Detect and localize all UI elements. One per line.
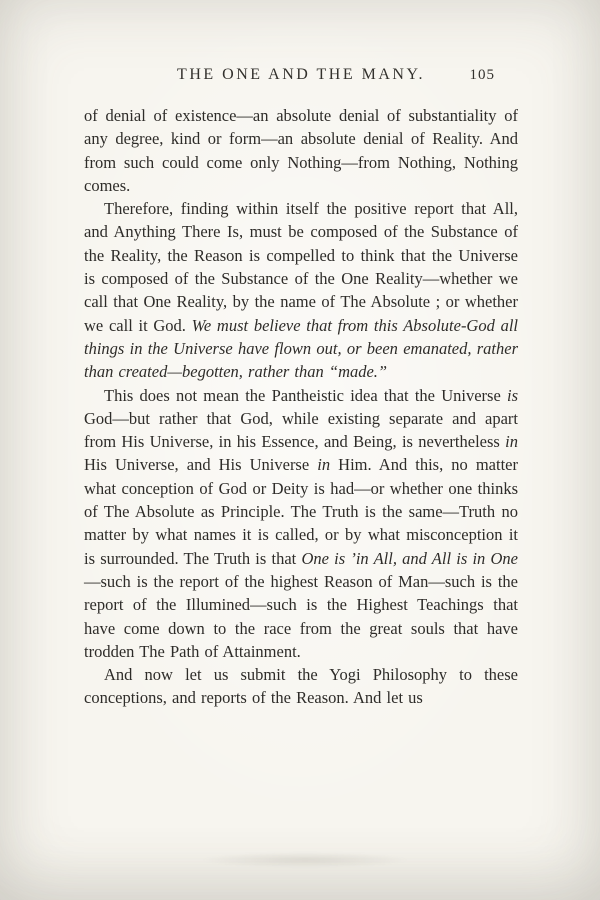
text-run: of denial of existence—an absolute denial of substantiality of any degree, kind or form—an absolute denial of Reality. And from such could come only Nothing—from Nothing, Nothing comes. xyxy=(84,106,518,195)
paragraph xyxy=(84,104,518,197)
text-run: His Universe, and His Universe xyxy=(84,455,318,475)
scan-smudge-artifact xyxy=(200,852,410,868)
page-number: 105 xyxy=(469,67,495,83)
italic-text-run: We must believe that from this Absolute-God all things in the Universe have flown out, or been emanated, rather than created—begotten, rather than “made.” xyxy=(84,315,518,382)
italic-text-run: One is ’in All, and All is in One xyxy=(301,548,518,568)
text-run: God—but rather that God, while existing separate and apart from His Universe, in his Essence, and Being, is nevertheless xyxy=(84,408,518,452)
text-run: This does not mean the Pantheistic idea that the Universe xyxy=(104,385,507,405)
paragraph xyxy=(84,384,518,664)
running-head xyxy=(85,66,517,88)
text-run: —such is the report of the highest Reason of Man—such is the report of the Illumined—such is the Highest Teachings that have come down to the race from the great souls that have trodden The Path of Attainment. xyxy=(84,571,518,661)
paragraph xyxy=(84,197,518,383)
paragraph xyxy=(84,663,518,710)
italic-text-run: in xyxy=(505,432,518,452)
italic-text-run: is xyxy=(506,385,518,405)
text-block xyxy=(84,104,518,710)
running-title: THE ONE AND THE MANY. xyxy=(177,66,425,83)
text-run: Therefore, finding within itself the positive report that All, and Anything There Is, must be composed of the Substance of the Reality, the Reason is compelled to think that the Universe is composed of the Substance of the One Reality—whether we call that One Reality, by the name of The Absolute ; or whether we call it God. xyxy=(84,199,518,335)
text-run: And now let us submit the Yogi Philosophy to these conceptions, and reports of the Reason. And let us xyxy=(84,665,518,708)
text-run: Him. And this, no matter what conception of God or Deity is had—or whether one thinks of The Absolute as Principle. The Truth is the same—Truth no matter by what names it is called, or by what misconception it is surrounded. The Truth is that xyxy=(84,455,518,568)
italic-text-run: in xyxy=(317,455,331,475)
